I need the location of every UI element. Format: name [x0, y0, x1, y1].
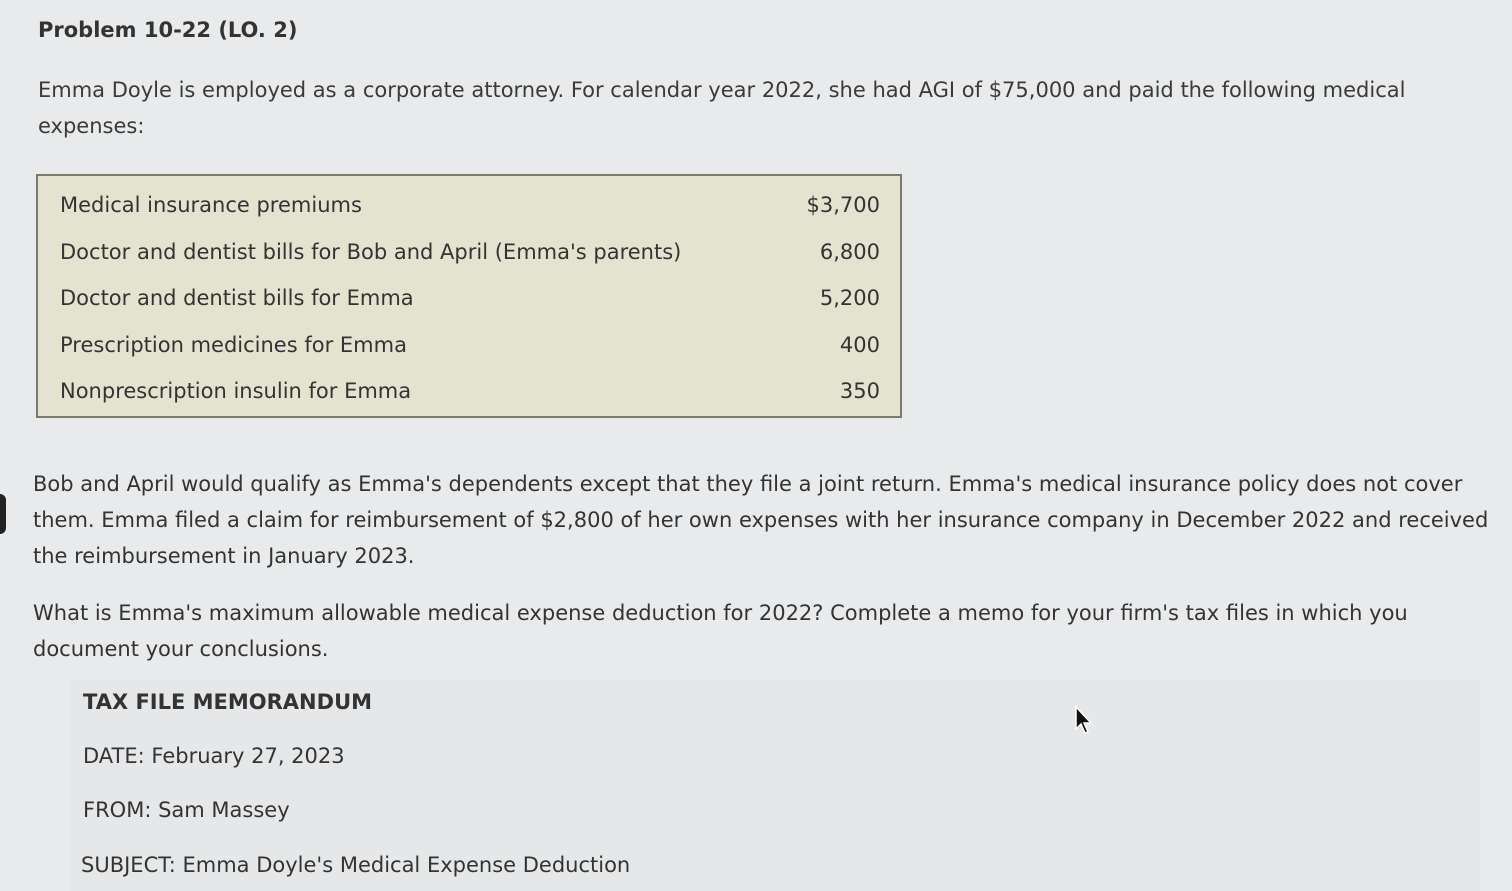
expense-label: Medical insurance premiums [60, 193, 362, 217]
expense-amount: 6,800 [819, 240, 880, 264]
expense-amount: 350 [839, 379, 880, 403]
medical-expenses-table [36, 174, 902, 418]
expense-label: Doctor and dentist bills for Bob and April (Emma's parents) [60, 240, 682, 264]
expense-amount: 400 [839, 333, 880, 357]
memo-from: FROM: Sam Massey [83, 798, 290, 822]
problem-title: Problem 10-22 (LO. 2) [38, 18, 298, 42]
expense-row [60, 376, 880, 406]
expense-label: Doctor and dentist bills for Emma [60, 286, 414, 310]
scroll-edge-indicator [0, 494, 6, 534]
expense-row [60, 237, 880, 267]
question-paragraph: What is Emma's maximum allowable medical expense deduction for 2022? Complete a memo for your firm's tax files in which you document your conclusions. [33, 601, 1408, 661]
expense-row [60, 190, 880, 220]
expense-label: Prescription medicines for Emma [60, 333, 407, 357]
expense-row [60, 330, 880, 360]
expense-amount: 5,200 [819, 286, 880, 310]
problem-intro: Emma Doyle is employed as a corporate attorney. For calendar year 2022, she had AGI of $75,000 and paid the following medical expenses: [38, 78, 1406, 138]
dependents-paragraph: Bob and April would qualify as Emma's dependents except that they file a joint return. Emma's medical insurance policy does not cover them. Emma filed a claim for reimbursement of $2,800 of her own expenses with her insurance company in December 2022 and received the reimbursement in January 2023. [33, 472, 1489, 568]
expense-label: Nonprescription insulin for Emma [60, 379, 412, 403]
expense-row [60, 283, 880, 313]
mouse-pointer-icon [1074, 705, 1094, 735]
memo-subject: SUBJECT: Emma Doyle's Medical Expense Deduction [81, 853, 631, 877]
memo-date: DATE: February 27, 2023 [83, 744, 345, 768]
memo-heading: TAX FILE MEMORANDUM [83, 690, 373, 714]
expense-amount: $3,700 [806, 193, 880, 217]
